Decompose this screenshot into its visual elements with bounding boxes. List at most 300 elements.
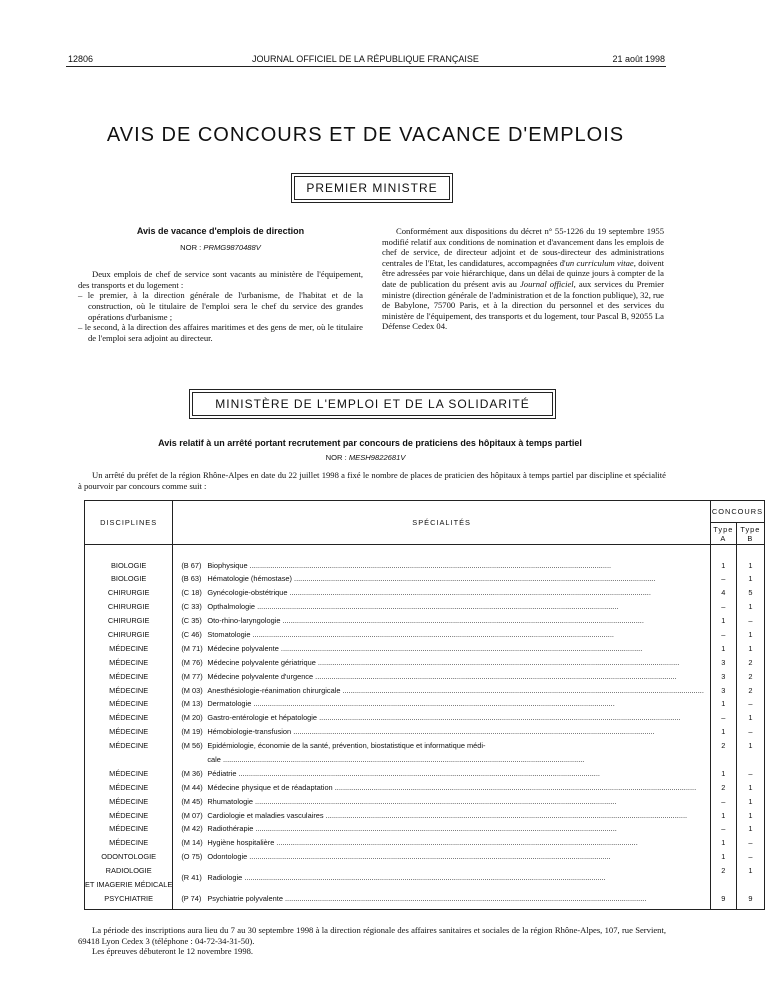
table-row [85,684,765,698]
instructions-text-2: , doivent être adressées par voie hiérarchique, dans un délai de quinze jours à compter de la date de publication du présent avis au [382,257,665,289]
specialite-line [181,892,704,906]
type-b-cell [736,739,764,767]
specialite-line [181,809,704,823]
specialite-code: (M 76) [181,657,203,667]
vacancy-intro: Deux emplois de chef de service sont vacants au ministère de l'équipement, des transports et du logement : [78,269,363,290]
type-b-cell [736,559,764,573]
page-number: 12806 [68,54,94,64]
specialite-code: (M 45) [181,796,203,806]
vacancy-notice-left-column [78,226,363,343]
specialite-cell [173,697,711,711]
discipline-name: MÉDECINE [109,741,149,751]
specialite-cell [173,656,711,670]
discipline-cell [85,656,173,670]
discipline-name: MÉDECINE [109,657,149,667]
specialite-code: (M 19) [181,727,203,737]
specialite-code [181,753,207,767]
type-b-cell [736,586,764,600]
specialite-line [181,642,704,656]
type-a-cell [710,642,736,656]
type-a-count: 1 [721,699,726,709]
type-a-count: – [721,602,726,612]
type-a-cell [710,586,736,600]
type-b-count: 1 [748,741,753,751]
specialite-line [181,572,704,586]
instructions-italic-2: Journal officiel [519,278,574,289]
specialite-cell [173,559,711,573]
specialite-name: Médecine physique et de réadaptation ..... [207,781,704,795]
type-b-cell [736,809,764,823]
specialite-code: (M 13) [181,699,203,709]
table-spacer-row [85,545,765,559]
type-a-count: 1 [721,838,726,848]
specialite-cell [173,850,711,864]
nor-code: MESH9822681V [348,453,406,462]
header-specialites: SPÉCIALITÉS [173,501,711,545]
type-b-count: 1 [748,866,753,876]
discipline-cell [85,670,173,684]
type-b-cell [736,892,764,906]
type-b-cell [736,781,764,795]
type-a-count: 1 [721,768,726,778]
specialite-code: (O 75) [181,852,203,862]
specialite-name: Gastro-entérologie et hépatologie ..... [207,711,704,725]
specialite-code: (M 14) [181,838,203,848]
discipline-cell [85,850,173,864]
discipline-cell [85,809,173,823]
type-a-cell [710,809,736,823]
table-row [85,781,765,795]
specialite-line [181,711,704,725]
exam-start-date: Les épreuves débuteront le 12 novembre 1998. [92,946,254,956]
type-b-count: 1 [748,796,753,806]
type-a-count: 1 [721,810,726,820]
type-a-count: 1 [721,560,726,570]
specialite-code: (M 42) [181,824,203,834]
table-row [85,670,765,684]
type-b-cell [736,836,764,850]
discipline-cell [85,697,173,711]
type-b-cell [736,670,764,684]
table-row [85,600,765,614]
discipline-cell [85,892,173,906]
journal-title: JOURNAL OFFICIEL DE LA RÉPUBLIQUE FRANÇAISE [252,54,479,64]
type-b-count: 1 [748,602,753,612]
type-a-cell [710,725,736,739]
table-row [85,711,765,725]
type-b-count: 2 [748,671,753,681]
specialite-code: (M 03) [181,685,203,695]
table-row [85,614,765,628]
specialite-name: Rhumatologie ..... [207,795,704,809]
specialite-name: Epidémiologie, économie de la santé, prévention, biostatistique et informatique médi- [207,741,486,751]
specialite-name: Stomatologie ..... [207,628,704,642]
discipline-name: BIOLOGIE [111,574,147,584]
specialite-code: (M 56) [181,741,203,751]
specialite-cell [173,711,711,725]
ministry-box-premier-ministre [291,173,453,203]
instructions-text-3: , aux services du Premier ministre (direction générale de l'administration et de la fonction publique), 32, rue de Babylone, 75700 Paris, et à la direction du personnel et des services du ministère de l'équipement, des transports et du logement, tour Pascal B, 92055 La Défense Cedex 04. [382,278,664,332]
table-row [85,836,765,850]
specialite-cell [173,809,711,823]
table-row [85,628,765,642]
specialite-cell [173,822,711,836]
type-b-cell [736,600,764,614]
table-row [85,725,765,739]
discipline-cell [85,822,173,836]
type-b-count: 2 [748,685,753,695]
specialite-line [181,795,704,809]
main-title: AVIS DE CONCOURS ET DE VACANCE D'EMPLOIS [106,124,625,146]
type-a-count: 2 [721,782,726,792]
table-body [85,545,765,910]
table-row [85,656,765,670]
ministry-name: MINISTÈRE DE L'EMPLOI ET DE LA SOLIDARITÉ [192,392,553,416]
specialite-code: (C 18) [181,588,202,598]
discipline-name: MÉDECINE [109,671,149,681]
type-b-count: – [748,727,753,737]
nor-label: NOR : [180,242,202,252]
specialite-name: Hygiène hospitalière ..... [207,836,704,850]
ministry-name: PREMIER MINISTRE [294,176,450,200]
type-b-cell [736,614,764,628]
type-b-cell [736,767,764,781]
table-row [85,697,765,711]
type-a-count: 3 [721,685,726,695]
specialite-cell [173,600,711,614]
vacancy-nor [78,243,363,254]
specialite-cell [173,684,711,698]
type-b-count: 1 [748,574,753,584]
specialite-line [181,781,704,795]
type-b-count: – [748,616,753,626]
discipline-cell [85,559,173,573]
discipline-cell [85,600,173,614]
specialite-cell [173,781,711,795]
table-row [85,572,765,586]
specialite-cell [173,628,711,642]
specialite-name: Hémobiologie-transfusion ..... [207,725,704,739]
recruitment-notice-title: Avis relatif à un arrêté portant recrutement par concours de praticiens des hôpitaux à temps partiel [158,438,582,448]
discipline-name: MÉDECINE [109,713,149,723]
table-end-row [85,906,765,910]
type-a-cell [710,795,736,809]
type-b-count: 1 [748,560,753,570]
specialite-code: (M 71) [181,643,203,653]
specialite-name: Opthalmologie ..... [207,600,704,614]
type-a-count: 2 [721,741,726,751]
type-b-count: 2 [748,657,753,667]
specialite-code: (B 67) [181,560,202,570]
type-a-cell [710,559,736,573]
specialite-line [181,739,704,753]
discipline-cell [85,684,173,698]
specialite-line [181,670,704,684]
discipline-name: MÉDECINE [109,727,149,737]
type-a-cell [710,697,736,711]
vacancy-bullet-1: – le premier, à la direction générale de l'urbanisme, de l'habitat et de la construction, où le titulaire de l'emploi sera le chef du service des grandes opérations d'urbanisme ; [78,290,363,322]
type-b-count: 5 [748,588,753,598]
specialite-code: (B 63) [181,574,202,584]
discipline-cell [85,711,173,725]
type-a-cell [710,600,736,614]
type-a-count: 3 [721,657,726,667]
specialite-cell [173,892,711,906]
specialite-name: Oto-rhino-laryngologie ..... [207,614,704,628]
specialite-cell [173,614,711,628]
recruitment-nor [0,453,731,462]
discipline-name: ET IMAGERIE MÉDICALE [85,879,173,889]
specialite-line [181,864,704,892]
discipline-cell [85,781,173,795]
discipline-name: RADIOLOGIE [105,866,152,876]
specialite-name: Médecine polyvalente gériatrique ..... [207,656,704,670]
type-a-cell [710,656,736,670]
type-a-cell [710,892,736,906]
table-row [85,559,765,573]
vacancy-bullet-2: – le second, à la direction des affaires maritimes et des gens de mer, où le titulaire de l'emploi sera adjoint au directeur. [78,322,363,343]
specialite-cell [173,670,711,684]
specialite-name: Gynécologie-obstétrique ..... [207,586,704,600]
type-a-cell [710,572,736,586]
table-row [85,795,765,809]
discipline-name: MÉDECINE [109,782,149,792]
table-row [85,822,765,836]
type-a-cell [710,684,736,698]
discipline-name: MÉDECINE [109,643,149,653]
discipline-name: MÉDECINE [109,810,149,820]
specialite-line [181,725,704,739]
type-b-cell [736,697,764,711]
discipline-name: PSYCHIATRIE [104,893,154,903]
specialite-code: (C 33) [181,602,202,612]
type-a-cell [710,767,736,781]
discipline-cell [85,628,173,642]
type-b-cell [736,572,764,586]
discipline-name: BIOLOGIE [111,560,147,570]
discipline-cell [85,572,173,586]
table-row [85,864,765,892]
specialite-cell [173,572,711,586]
type-a-cell [710,614,736,628]
recruitment-intro-text: Un arrêté du préfet de la région Rhône-Alpes en date du 22 juillet 1998 a fixé le nombre de places de praticien des hôpitaux à temps partiel par discipline et spécialité à pourvoir par concours comme suit : [78,470,666,491]
specialite-code: (M 07) [181,810,203,820]
type-a-count: – [721,796,726,806]
table-row [85,767,765,781]
discipline-name: MÉDECINE [109,796,149,806]
type-b-count: – [748,768,753,778]
specialite-name: Odontologie ..... [207,850,704,864]
ministry-box-emploi-solidarite [189,389,556,419]
discipline-cell [85,725,173,739]
specialite-line [181,559,704,573]
type-a-count: – [721,629,726,639]
type-a-cell [710,781,736,795]
specialite-cell [173,642,711,656]
specialite-name: Biophysique ..... [207,559,704,573]
nor-code: PRMG9870488V [203,242,261,252]
registration-period: La période des inscriptions aura lieu du 7 au 30 septembre 1998 à la direction régionale des affaires sanitaires et sociales de la région Rhône-Alpes, 107, rue Servient, 69418 Lyon Cedex 3 (téléphone : 04-72-34-31-50). [78,925,666,946]
specialite-line [181,850,704,864]
header-disciplines: DISCIPLINES [85,501,173,545]
specialite-code: (M 36) [181,768,203,778]
specialite-line [181,628,704,642]
type-b-cell [736,628,764,642]
type-a-cell [710,628,736,642]
discipline-name: MÉDECINE [109,768,149,778]
type-b-count: 9 [748,893,753,903]
discipline-cell [85,767,173,781]
discipline-name: MÉDECINE [109,838,149,848]
specialite-name: Psychiatrie polyvalente ..... [207,892,704,906]
specialite-code: (C 46) [181,629,202,639]
specialite-code: (M 20) [181,713,203,723]
specialite-cell [173,864,711,892]
specialite-line [181,753,704,767]
specialite-code: (M 77) [181,671,203,681]
specialite-name: Cardiologie et maladies vasculaires ..... [207,809,704,823]
discipline-name: CHIRURGIE [107,588,150,598]
type-b-count: – [748,852,753,862]
type-b-count: 1 [748,629,753,639]
type-a-count: 1 [721,852,726,862]
specialite-line [181,656,704,670]
type-b-cell [736,725,764,739]
discipline-cell [85,614,173,628]
type-a-cell [710,711,736,725]
specialite-name: Hématologie (hémostase) ..... [207,572,704,586]
header-type-a: Type A [710,523,736,545]
type-a-count: 3 [721,671,726,681]
specialite-name: Médecine polyvalente d'urgence ..... [207,670,704,684]
specialite-code: (M 44) [181,782,203,792]
specialite-line [181,600,704,614]
specialite-code: (R 41) [181,873,202,883]
discipline-name: ODONTOLOGIE [101,852,157,862]
header-rule [66,66,666,67]
specialite-line [181,767,704,781]
discipline-cell [85,795,173,809]
table-row [85,739,765,767]
type-b-cell [736,850,764,864]
specialite-name: Médecine polyvalente ..... [207,642,704,656]
type-b-count: – [748,699,753,709]
discipline-name [85,753,172,767]
specialite-cell [173,725,711,739]
specialite-cell [173,767,711,781]
type-a-count: – [721,713,726,723]
type-b-count: 1 [748,713,753,723]
specialite-cell [173,586,711,600]
type-a-cell [710,822,736,836]
type-b-count: 1 [748,824,753,834]
type-a-cell [710,864,736,892]
discipline-name: CHIRURGIE [107,616,150,626]
table-row [85,642,765,656]
specialite-line [181,836,704,850]
vacancy-notice-title: Avis de vacance d'emplois de direction [136,226,305,236]
header-concours: CONCOURS [710,501,764,523]
specialite-line [181,586,704,600]
type-a-count: 1 [721,643,726,653]
issue-date: 21 août 1998 [612,54,665,64]
type-a-count: 2 [721,866,726,876]
discipline-name: MÉDECINE [109,824,149,834]
table-row [85,586,765,600]
specialite-line [181,614,704,628]
specialite-line [181,822,704,836]
discipline-cell [85,586,173,600]
type-b-cell [736,795,764,809]
instructions-italic-1: un curriculum vitae [565,257,634,268]
discipline-cell [85,642,173,656]
discipline-name: MÉDECINE [109,685,149,695]
table-row [85,892,765,906]
type-b-count: 1 [748,643,753,653]
specialite-code: (C 35) [181,616,202,626]
vacancy-notice-right-column [382,226,664,332]
recruitment-intro [78,470,666,491]
type-a-cell [710,739,736,767]
specialite-name: cale ..... [207,753,704,767]
discipline-cell [85,864,173,892]
discipline-name: CHIRURGIE [107,602,150,612]
specialite-name: Pédiatrie ..... [207,767,704,781]
specialite-code: (P 74) [181,893,202,903]
type-b-cell [736,864,764,892]
type-a-count: – [721,824,726,834]
specialite-line [181,697,704,711]
type-a-count: – [721,574,726,584]
type-b-cell [736,822,764,836]
type-b-cell [736,642,764,656]
concours-table [84,500,765,910]
type-a-cell [710,836,736,850]
discipline-name: CHIRURGIE [107,629,150,639]
application-instructions [382,226,664,332]
specialite-name: Radiothérapie ..... [207,822,704,836]
specialite-cell [173,836,711,850]
discipline-cell [85,836,173,850]
type-a-cell [710,670,736,684]
discipline-name: MÉDECINE [109,699,149,709]
type-a-count: 1 [721,616,726,626]
type-b-cell [736,684,764,698]
discipline-cell [85,739,173,767]
type-a-cell [710,850,736,864]
type-a-count: 4 [721,588,726,598]
table-row [85,850,765,864]
type-b-count: 1 [748,810,753,820]
type-b-count: – [748,838,753,848]
nor-label: NOR : [325,453,347,462]
instructions-text-1: Conformément aux dispositions du décret n° 55-1226 du 19 septembre 1955 modifié relatif aux conditions de nomination et d'avancement dans les emplois de chef de service, de directeur adjoint et de sous-directeur des administrations centrales de l'Etat, les candidatures, accompagnées d' [382,226,664,268]
type-b-cell [736,711,764,725]
specialite-cell [173,739,711,767]
table-row [85,809,765,823]
type-b-cell [736,656,764,670]
header-type-b: Type B [736,523,764,545]
type-a-count: 1 [721,727,726,737]
specialite-name: Anesthésiologie-réanimation chirurgicale ..... [207,684,704,698]
specialite-cell [173,795,711,809]
type-a-count: 9 [721,893,726,903]
specialite-name: Radiologie ..... [207,864,704,892]
closing-notes [78,925,666,957]
type-b-count: 1 [748,782,753,792]
specialite-name: Dermatologie ..... [207,697,704,711]
specialite-line [181,684,704,698]
